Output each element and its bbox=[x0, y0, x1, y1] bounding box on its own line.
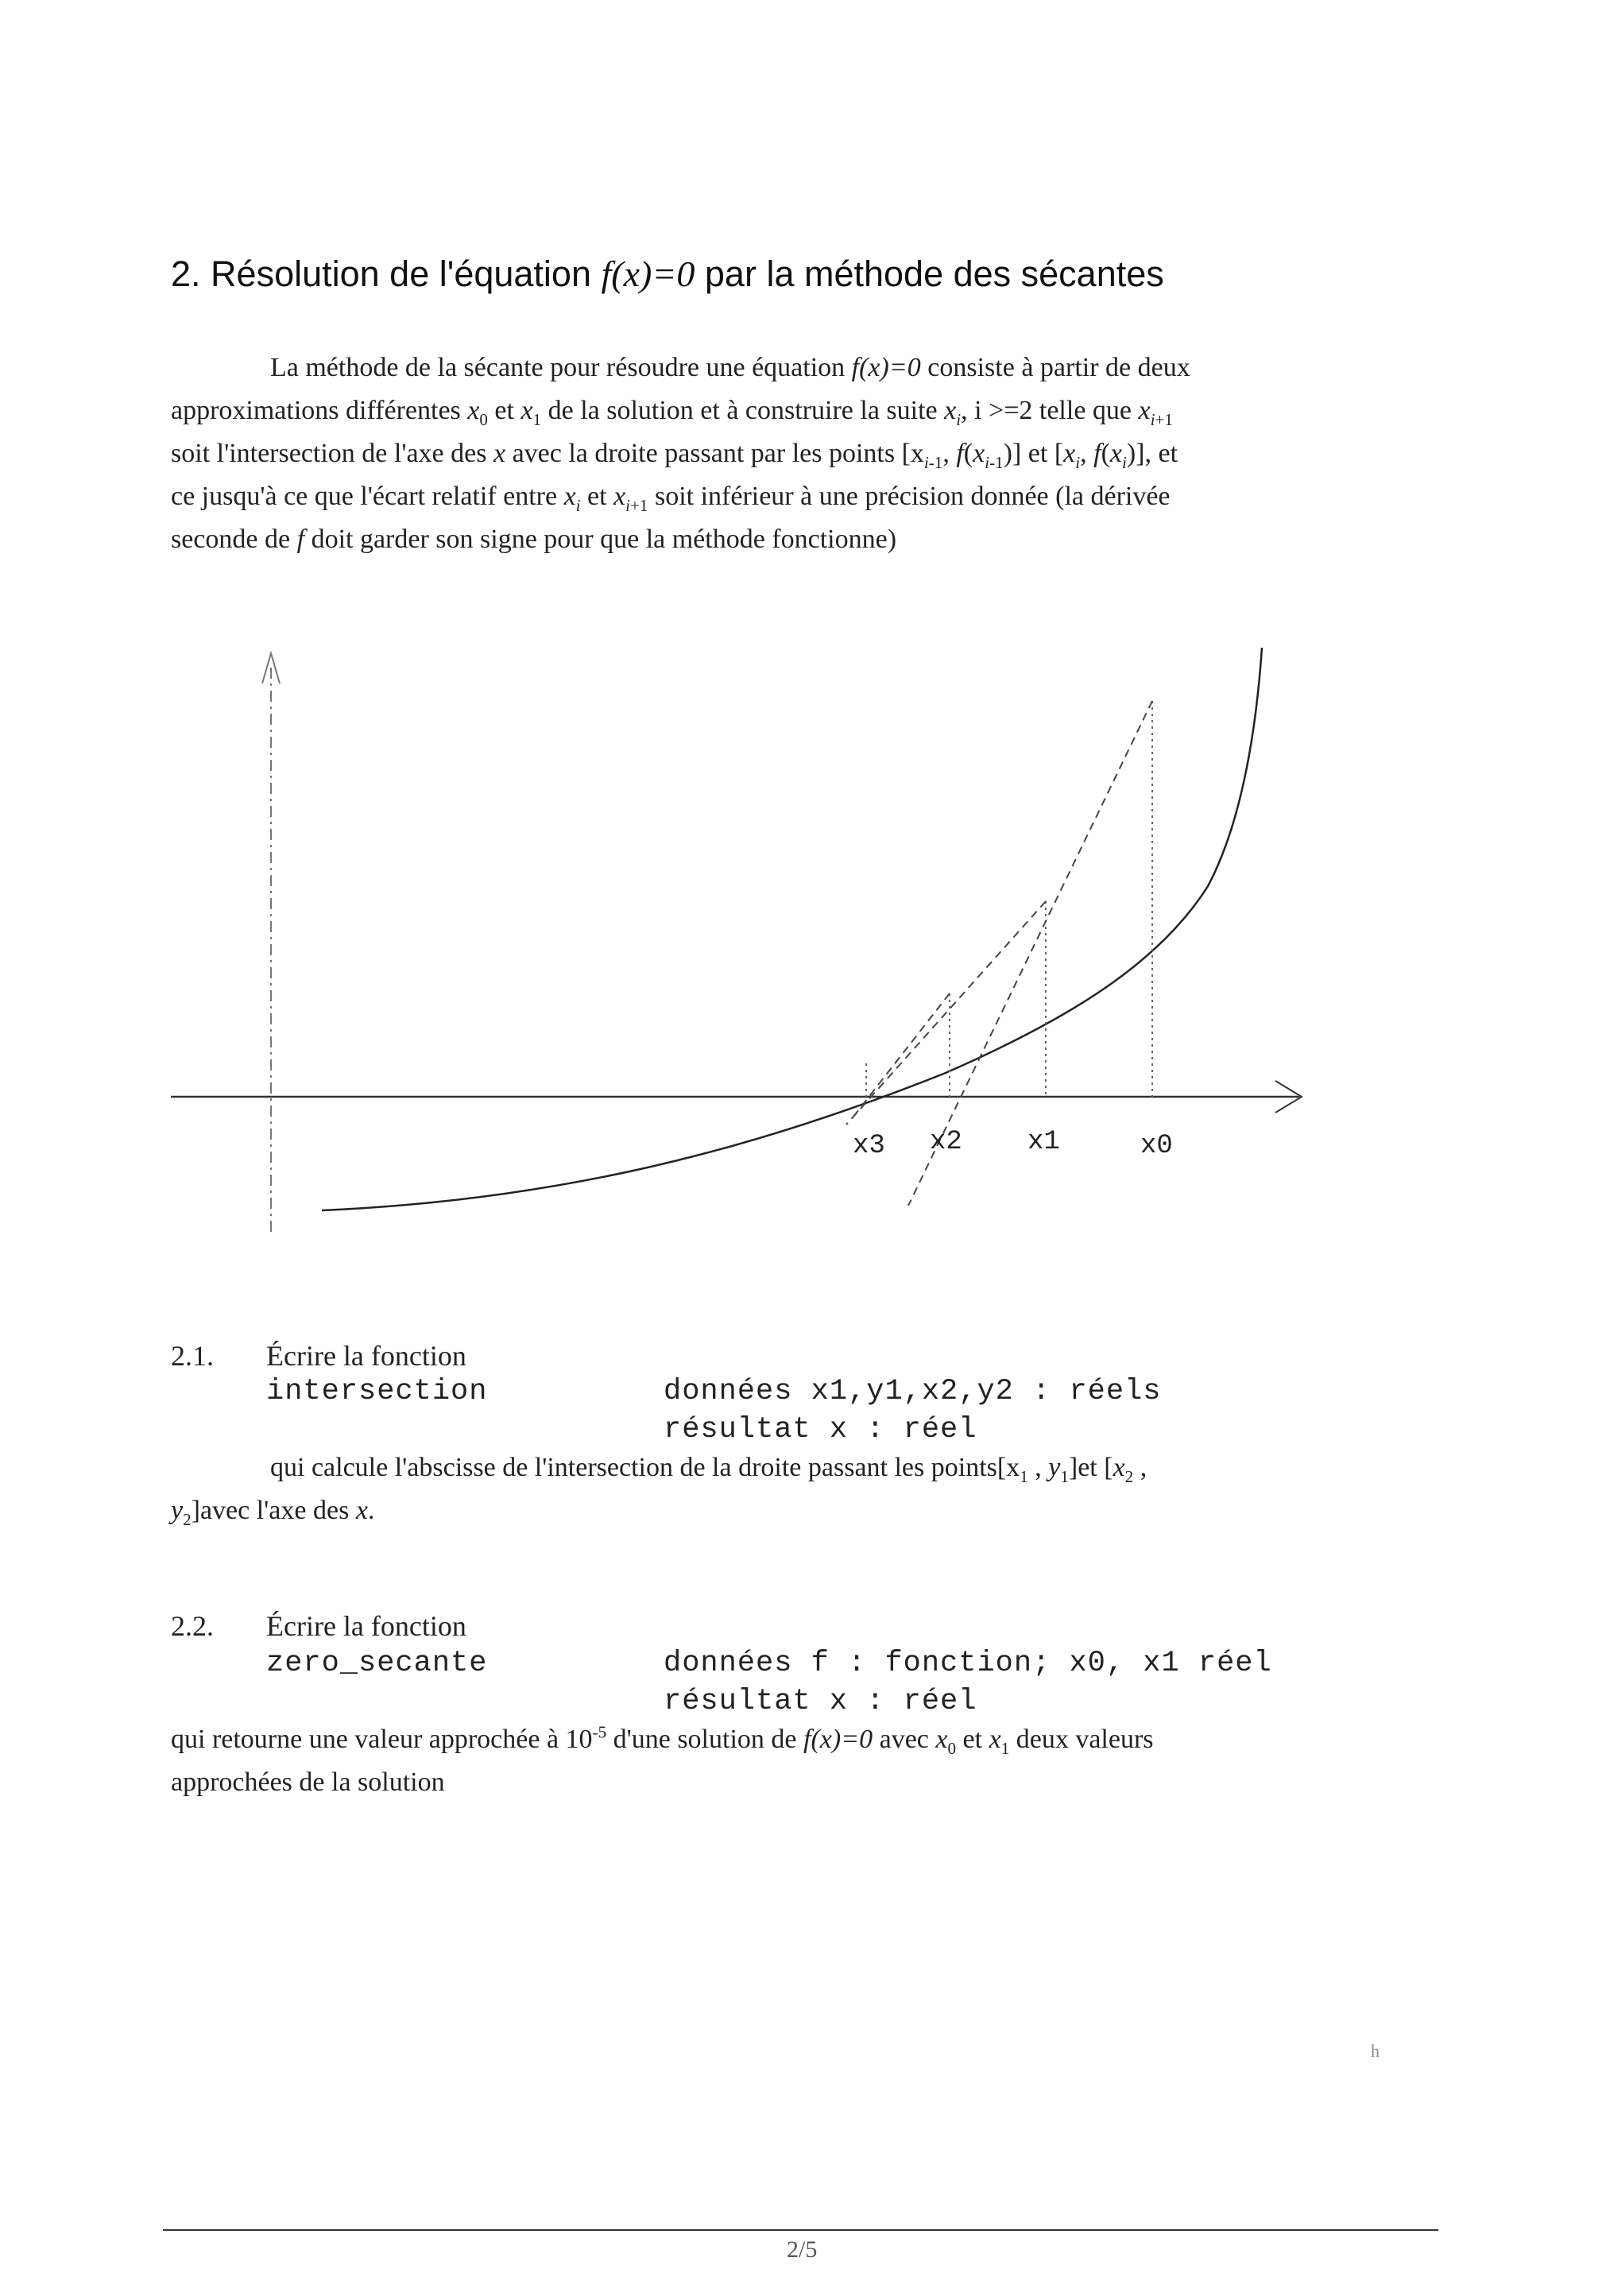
x0-label: x0 bbox=[1140, 1131, 1173, 1161]
intro-line-3: soit l'intersection de l'axe des x avec la droite passant par les points [$x_{i-1}$, $f(x_{i-1})$] et [$x_i$, $f(x_i)$], et bbox=[171, 439, 1178, 472]
section-1-inputs: données x1,y1,x2,y2 : réels bbox=[664, 1375, 1162, 1408]
secant-line-3 bbox=[850, 993, 950, 1121]
section-1-label: Écrire la fonction bbox=[266, 1340, 466, 1372]
section-1-description: qui calcule l'abscisse de l'intersection de la droite passant les $points[x_1$ , $y_1]et$ [$x_2$ , $y_2]avec$ l'axe des x. bbox=[171, 1453, 1147, 1529]
section-2-description: qui retourne une valeur approchée à $10^{-5}$ d'une solution de f(x)=0 avec $x_0$ et $x_1$ deux valeurs approchées de la solution bbox=[171, 1722, 1154, 1797]
function-curve bbox=[322, 648, 1262, 1210]
heading-number: 2. bbox=[171, 254, 201, 294]
section-2-number: 2.2. bbox=[171, 1610, 214, 1642]
page-number: 2/5 bbox=[787, 2236, 818, 2263]
heading-text-before: Résolution de l'équation bbox=[211, 254, 591, 294]
section-2-label: Écrire la fonction bbox=[266, 1610, 466, 1642]
heading-equation: f(x)=0 bbox=[601, 254, 695, 294]
x1-label: x1 bbox=[1027, 1127, 1060, 1157]
section-heading bbox=[171, 253, 1164, 295]
secant-line-2 bbox=[846, 901, 1046, 1125]
intro-line-2: approximations différentes $x_0$ et $x_1$ de la solution et à construire la suite $x_i$, i >=2 telle que $x_{i+1}$ bbox=[171, 396, 1173, 429]
heading-text-after: par la méthode des sécantes bbox=[704, 254, 1164, 294]
intro-line-1: La méthode de la sécante pour résoudre une équation f(x)=0 consiste à partir de deux bbox=[270, 353, 1190, 382]
section-1-number: 2.1. bbox=[171, 1340, 214, 1372]
footer-rule bbox=[163, 2229, 1438, 2231]
section-1-function-name: intersection bbox=[266, 1375, 488, 1408]
section-2-inputs: données f : fonction; x0, x1 réel bbox=[664, 1647, 1272, 1680]
intro-line-5: seconde de f doit garder son signe pour que la méthode fonctionne) bbox=[171, 525, 897, 554]
x3-label: x3 bbox=[853, 1131, 885, 1161]
section-2-output: résultat x : réel bbox=[664, 1685, 977, 1718]
intro-paragraph bbox=[171, 347, 1411, 561]
section-1-output: résultat x : réel bbox=[664, 1413, 977, 1446]
corner-mark: h bbox=[1371, 2041, 1380, 2061]
x2-label: x2 bbox=[930, 1127, 962, 1157]
intro-line-4: ce jusqu'à ce que l'écart relatif entre $x_i$ et $x_{i+1}$ soit inférieur à une précision donnée (la dérivée bbox=[171, 482, 1171, 515]
secant-method-diagram bbox=[143, 604, 1351, 1256]
section-2-function-name: zero_secante bbox=[266, 1647, 488, 1680]
